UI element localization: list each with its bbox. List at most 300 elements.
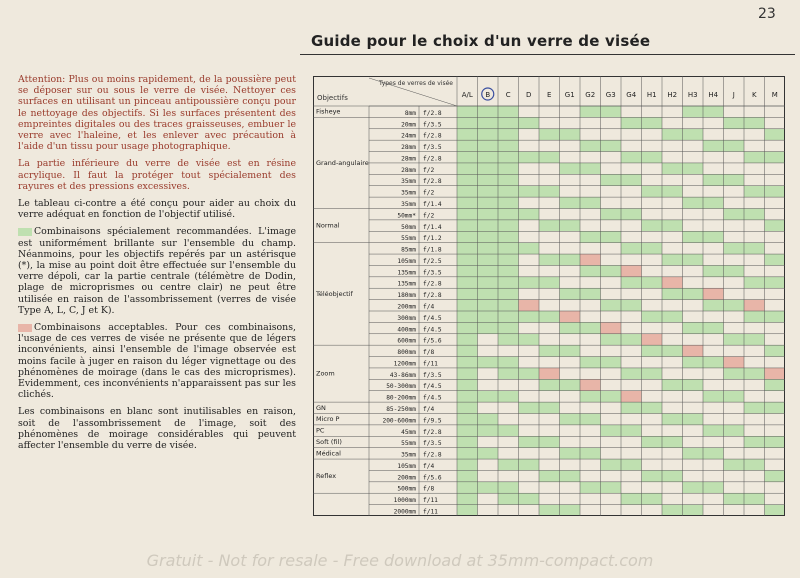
- table-cell: [457, 209, 478, 220]
- table-cell: [560, 220, 581, 231]
- table-cell: [457, 311, 478, 322]
- table-cell: [498, 106, 519, 117]
- row-aperture: f/3.5: [423, 269, 442, 277]
- table-cell: [621, 300, 642, 311]
- table-cell: [478, 163, 499, 174]
- group-label: Normal: [316, 221, 340, 230]
- table-cell: [744, 436, 765, 447]
- table-cell: [724, 174, 745, 185]
- table-cell: [498, 334, 519, 345]
- table-cell: [724, 368, 745, 379]
- table-cell: [457, 470, 478, 481]
- table-cell: [498, 243, 519, 254]
- table-cell: [519, 334, 540, 345]
- table-cell: [498, 152, 519, 163]
- table-cell: [642, 220, 663, 231]
- table-cell: [498, 197, 519, 208]
- table-cell: [457, 231, 478, 242]
- table-cell: [765, 277, 786, 288]
- table-cell: [478, 300, 499, 311]
- row-aperture: f/2.8: [423, 451, 442, 459]
- table-cell: [744, 402, 765, 413]
- row-focal: 45mm: [401, 428, 416, 436]
- table-cell: [519, 300, 540, 311]
- table-cell: [478, 152, 499, 163]
- table-cell: [621, 402, 642, 413]
- table-cell: [662, 186, 683, 197]
- row-focal: 500mm: [397, 485, 416, 493]
- table-cell: [642, 311, 663, 322]
- table-cell: [703, 174, 724, 185]
- table-cell: [457, 425, 478, 436]
- table-cell: [560, 414, 581, 425]
- row-aperture: f/2.8: [423, 109, 442, 117]
- table-cell: [683, 231, 704, 242]
- row-aperture: f/4: [423, 462, 435, 470]
- table-cell: [642, 243, 663, 254]
- row-aperture: f/8: [423, 349, 435, 357]
- table-cell: [703, 391, 724, 402]
- table-cell: [621, 209, 642, 220]
- table-cell: [457, 402, 478, 413]
- column-header-e: E: [547, 91, 552, 99]
- table-cell: [683, 482, 704, 493]
- row-focal: 105mm: [397, 462, 416, 470]
- row-focal: 55mm: [401, 440, 416, 448]
- table-cell: [478, 425, 499, 436]
- row-focal: 105mm: [397, 257, 416, 265]
- table-cell: [498, 459, 519, 470]
- header-types-label: Types de verres de visée: [378, 80, 453, 87]
- table-cell: [601, 140, 622, 151]
- group-label: Zoom: [316, 369, 335, 378]
- column-header-b: B: [485, 91, 491, 99]
- row-aperture: f/4.5: [423, 314, 442, 322]
- table-cell: [457, 300, 478, 311]
- table-cell: [662, 345, 683, 356]
- table-cell: [683, 448, 704, 459]
- table-cell: [457, 277, 478, 288]
- table-cell: [744, 300, 765, 311]
- row-aperture: f/3.5: [423, 371, 442, 379]
- table-cell: [539, 436, 560, 447]
- table-cell: [724, 334, 745, 345]
- table-cell: [478, 117, 499, 128]
- row-focal: 85-250mm: [386, 406, 416, 413]
- table-cell: [457, 345, 478, 356]
- column-header-g3: G3: [605, 91, 616, 99]
- row-aperture: f/2.8: [423, 280, 442, 288]
- table-cell: [478, 106, 499, 117]
- row-aperture: f/3.5: [423, 144, 442, 152]
- recommended-paragraph: [18, 226, 296, 316]
- table-cell: [765, 379, 786, 390]
- table-cell: [457, 414, 478, 425]
- table-cell: [642, 368, 663, 379]
- table-cell: [580, 197, 601, 208]
- row-aperture: f/8: [423, 485, 435, 493]
- table-cell: [539, 254, 560, 265]
- table-cell: [457, 505, 478, 516]
- page-title: Guide pour le choix d'un verre de visée: [311, 32, 651, 50]
- table-cell: [478, 197, 499, 208]
- table-cell: [457, 129, 478, 140]
- table-cell: [683, 505, 704, 516]
- row-focal: 35mm: [401, 178, 416, 186]
- table-cell: [601, 209, 622, 220]
- table-cell: [580, 322, 601, 333]
- warning-paragraph: Attention: Plus ou moins rapidement, de la poussière peut se déposer sur ou sous le verre de visée. Nettoyer ces surfaces en utilisant un pinceau antipoussière conçu pour le nettoyage des objectifs. Si les surfaces présentent des empreintes digitales ou des traces graisseuses, embuer le verre avec l'haleine, et les enlever avec précaution à l'aide d'un tissu pour usage photographique.: [18, 74, 296, 153]
- table-cell: [539, 277, 560, 288]
- acceptable-text: Combinaisons acceptables. Pour ces combinaisons, l'usage de ces verres de visée ne présente que de légers inconvénients, ainsi l'ensemble de l'image observée est moins facile à juger en raison du léger vignettage ou des phénomènes de moirage (dans le cas des microprismes). Evidemment, ces inconvénients n'apparaissent pas sur les clichés.: [18, 322, 296, 401]
- row-focal: 35mm: [401, 451, 416, 459]
- table-cell: [580, 163, 601, 174]
- column-header-j: J: [732, 91, 735, 99]
- group-label: Micro P: [316, 415, 340, 424]
- table-cell: [478, 391, 499, 402]
- left-text-column: [18, 74, 296, 457]
- row-focal: 35mm: [401, 201, 416, 208]
- table-cell: [457, 163, 478, 174]
- table-cell: [498, 129, 519, 140]
- group-label: Fisheye: [316, 107, 341, 116]
- table-cell: [703, 140, 724, 151]
- table-cell: [580, 448, 601, 459]
- recommended-swatch: [18, 228, 32, 236]
- table-cell: [498, 311, 519, 322]
- row-focal: 2000mm: [393, 508, 416, 516]
- table-cell: [560, 163, 581, 174]
- table-cell: [457, 482, 478, 493]
- table-cell: [519, 368, 540, 379]
- column-header-d: D: [526, 91, 532, 99]
- table-cell: [703, 425, 724, 436]
- table-cell: [478, 254, 499, 265]
- table-cell: [519, 277, 540, 288]
- row-aperture: f/2.8: [423, 178, 442, 186]
- table-cell: [539, 368, 560, 379]
- table-cell: [580, 106, 601, 117]
- table-cell: [580, 231, 601, 242]
- table-cell: [478, 140, 499, 151]
- table-cell: [765, 402, 786, 413]
- table-cell: [683, 129, 704, 140]
- table-cell: [560, 379, 581, 390]
- table-cell: [703, 288, 724, 299]
- table-cell: [498, 368, 519, 379]
- table-cell: [601, 106, 622, 117]
- row-focal: 135mm: [397, 280, 416, 288]
- table-cell: [724, 391, 745, 402]
- table-cell: [642, 277, 663, 288]
- table-cell: [724, 243, 745, 254]
- table-cell: [683, 288, 704, 299]
- table-cell: [539, 129, 560, 140]
- table-cell: [539, 505, 560, 516]
- recommended-text: Combinaisons spécialement recommandées. L'image est uniformément brillante sur l'ensemble du champ. Néanmoins, pour les objectifs repérés par un astérisque (*), la mise au point doit être effectuée sur l'ensemble du verre dépoli, car la partie centrale (télémètre de Dodin, plage de microprismes ou centre clair) ne peut être utilisée en raison de l'assombrissement (verres de visée Type A, L, C, J et K).: [18, 226, 296, 316]
- table-cell: [478, 174, 499, 185]
- table-cell: [498, 391, 519, 402]
- table-cell: [683, 106, 704, 117]
- column-header-m: M: [771, 91, 778, 99]
- table-cell: [662, 470, 683, 481]
- table-cell: [478, 243, 499, 254]
- row-focal: 20mm: [401, 121, 416, 129]
- column-header-c: C: [505, 91, 511, 99]
- table-cell: [601, 231, 622, 242]
- table-cell: [765, 254, 786, 265]
- table-cell: [642, 402, 663, 413]
- table-cell: [601, 322, 622, 333]
- acceptable-paragraph: [18, 322, 296, 400]
- table-cell: [498, 493, 519, 504]
- row-focal: 600mm: [397, 337, 416, 345]
- row-focal: 50mm: [401, 223, 416, 231]
- row-focal: 8mm: [404, 109, 416, 117]
- table-cell: [621, 152, 642, 163]
- table-cell: [621, 368, 642, 379]
- table-cell: [621, 334, 642, 345]
- column-header-h2: H2: [667, 91, 678, 99]
- table-cell: [724, 493, 745, 504]
- table-cell: [457, 448, 478, 459]
- footer-watermark: Gratuit - Not for resale - Free download at 35mm-compact.com: [146, 551, 654, 570]
- table-cell: [457, 243, 478, 254]
- table-cell: [539, 152, 560, 163]
- table-cell: [457, 379, 478, 390]
- table-cell: [457, 254, 478, 265]
- table-cell: [539, 402, 560, 413]
- table-cell: [724, 459, 745, 470]
- table-cell: [519, 117, 540, 128]
- table-cell: [560, 288, 581, 299]
- table-cell: [744, 334, 765, 345]
- group-label: Médical: [316, 449, 341, 458]
- table-cell: [601, 482, 622, 493]
- table-cell: [457, 357, 478, 368]
- row-focal: 200mm: [397, 303, 416, 311]
- row-aperture: f/1.4: [423, 201, 442, 208]
- table-cell: [724, 300, 745, 311]
- intro-paragraph: Le tableau ci-contre a été conçu pour aider au choix du verre adéquat en fonction de l'objectif utilisé.: [18, 198, 296, 221]
- table-cell: [621, 493, 642, 504]
- table-cell: [765, 505, 786, 516]
- table-cell: [744, 186, 765, 197]
- row-focal: 35mm: [401, 189, 416, 197]
- table-cell: [519, 152, 540, 163]
- table-cell: [703, 265, 724, 276]
- column-header-g2: G2: [585, 91, 596, 99]
- table-cell: [662, 254, 683, 265]
- table-cell: [765, 470, 786, 481]
- row-focal: 1000mm: [393, 497, 416, 505]
- row-aperture: f/4.5: [423, 383, 442, 391]
- header-objectifs-label: Objectifs: [317, 94, 348, 102]
- table-cell: [457, 265, 478, 276]
- table-cell: [457, 186, 478, 197]
- table-cell: [478, 186, 499, 197]
- column-header-g4: G4: [626, 91, 637, 99]
- table-cell: [662, 311, 683, 322]
- table-cell: [560, 311, 581, 322]
- table-cell: [642, 117, 663, 128]
- row-focal: 28mm: [401, 144, 416, 152]
- row-focal: 43-86mm: [389, 371, 416, 379]
- table-cell: [457, 391, 478, 402]
- table-cell: [662, 436, 683, 447]
- table-cell: [703, 357, 724, 368]
- table-cell: [478, 288, 499, 299]
- table-cell: [621, 391, 642, 402]
- row-aperture: f/2.8: [423, 428, 442, 436]
- table-cell: [478, 482, 499, 493]
- row-aperture: f/3.5: [423, 440, 442, 448]
- table-cell: [519, 186, 540, 197]
- table-cell: [457, 436, 478, 447]
- table-cell: [519, 311, 540, 322]
- row-aperture: f/2.8: [423, 155, 442, 163]
- table-cell: [478, 311, 499, 322]
- table-cell: [621, 174, 642, 185]
- table-cell: [662, 277, 683, 288]
- table-cell: [765, 436, 786, 447]
- table-cell: [519, 402, 540, 413]
- table-cell: [580, 379, 601, 390]
- acrylic-paragraph: La partie inférieure du verre de visée est en résine acrylique. Il faut la protéger tout spécialement des rayures et des pressions excessives.: [18, 158, 296, 192]
- table-cell: [642, 152, 663, 163]
- table-cell: [683, 414, 704, 425]
- table-cell: [601, 425, 622, 436]
- table-cell: [703, 231, 724, 242]
- row-aperture: f/1.4: [423, 223, 442, 231]
- row-focal: 135mm: [397, 269, 416, 277]
- row-aperture: f/1.2: [423, 235, 442, 243]
- table-cell: [539, 220, 560, 231]
- table-cell: [662, 163, 683, 174]
- table-cell: [498, 357, 519, 368]
- table-cell: [662, 414, 683, 425]
- unusable-paragraph: Les combinaisons en blanc sont inutilisables en raison, soit de l'assombrissement de l'image, soit des phénomènes de moirage considérables qui peuvent affecter l'ensemble du verre de visée.: [18, 406, 296, 452]
- row-aperture: f/2: [423, 189, 435, 197]
- table-cell: [539, 379, 560, 390]
- row-focal: 28mm: [401, 166, 416, 174]
- table-cell: [601, 300, 622, 311]
- row-aperture: f/4: [423, 406, 435, 413]
- table-cell: [703, 106, 724, 117]
- group-label: Grand-angulaire: [316, 158, 369, 167]
- table-cell: [498, 482, 519, 493]
- table-cell: [621, 459, 642, 470]
- column-header-a-l: A/L: [461, 91, 473, 99]
- table-cell: [478, 322, 499, 333]
- table-cell: [498, 231, 519, 242]
- table-cell: [744, 243, 765, 254]
- table-cell: [765, 311, 786, 322]
- table-cell: [621, 265, 642, 276]
- table-cell: [560, 345, 581, 356]
- row-aperture: f/4.5: [423, 326, 442, 334]
- table-cell: [642, 493, 663, 504]
- table-cell: [560, 129, 581, 140]
- row-focal: 200-600mm: [382, 417, 416, 425]
- table-cell: [744, 209, 765, 220]
- row-aperture: f/1.8: [423, 246, 442, 254]
- row-aperture: f/4: [423, 303, 435, 311]
- table-cell: [457, 368, 478, 379]
- row-aperture: f/2: [423, 166, 435, 174]
- table-cell: [683, 357, 704, 368]
- column-header-k: K: [751, 91, 757, 99]
- table-cell: [498, 186, 519, 197]
- focusing-screen-table: [313, 76, 785, 516]
- table-cell: [539, 311, 560, 322]
- table-cell: [724, 209, 745, 220]
- row-focal: 200mm: [397, 474, 416, 482]
- table-cell: [744, 493, 765, 504]
- row-aperture: f/2.5: [423, 257, 442, 265]
- table-cell: [744, 277, 765, 288]
- table-cell: [744, 311, 765, 322]
- table-cell: [498, 140, 519, 151]
- row-focal: 50-300mm: [386, 383, 416, 391]
- table-cell: [621, 277, 642, 288]
- table-cell: [744, 117, 765, 128]
- table-cell: [539, 186, 560, 197]
- table-cell: [560, 197, 581, 208]
- table-cell: [478, 414, 499, 425]
- row-focal: 180mm: [397, 292, 416, 300]
- table-cell: [642, 186, 663, 197]
- row-aperture: f/5.6: [423, 337, 442, 345]
- table-cell: [580, 482, 601, 493]
- table-cell: [703, 448, 724, 459]
- page-number: 23: [758, 6, 776, 22]
- table-cell: [478, 265, 499, 276]
- table-cell: [703, 300, 724, 311]
- table-cell: [662, 288, 683, 299]
- row-aperture: f/2.8: [423, 292, 442, 300]
- table-cell: [662, 220, 683, 231]
- table-svg: [313, 76, 785, 516]
- table-cell: [744, 459, 765, 470]
- row-aperture: f/2: [423, 212, 435, 220]
- table-cell: [724, 265, 745, 276]
- table-cell: [560, 470, 581, 481]
- table-cell: [519, 493, 540, 504]
- table-cell: [765, 345, 786, 356]
- table-cell: [765, 220, 786, 231]
- table-cell: [498, 277, 519, 288]
- table-cell: [765, 129, 786, 140]
- table-cell: [724, 117, 745, 128]
- table-cell: [457, 197, 478, 208]
- table-cell: [498, 265, 519, 276]
- column-header-g1: G1: [564, 91, 575, 99]
- table-cell: [683, 345, 704, 356]
- table-cell: [580, 140, 601, 151]
- table-cell: [560, 254, 581, 265]
- table-cell: [744, 368, 765, 379]
- table-cell: [498, 174, 519, 185]
- table-cell: [744, 152, 765, 163]
- group-label: PC: [316, 426, 325, 435]
- table-cell: [457, 106, 478, 117]
- table-cell: [519, 209, 540, 220]
- table-cell: [560, 505, 581, 516]
- table-cell: [662, 379, 683, 390]
- table-cell: [478, 277, 499, 288]
- table-cell: [519, 459, 540, 470]
